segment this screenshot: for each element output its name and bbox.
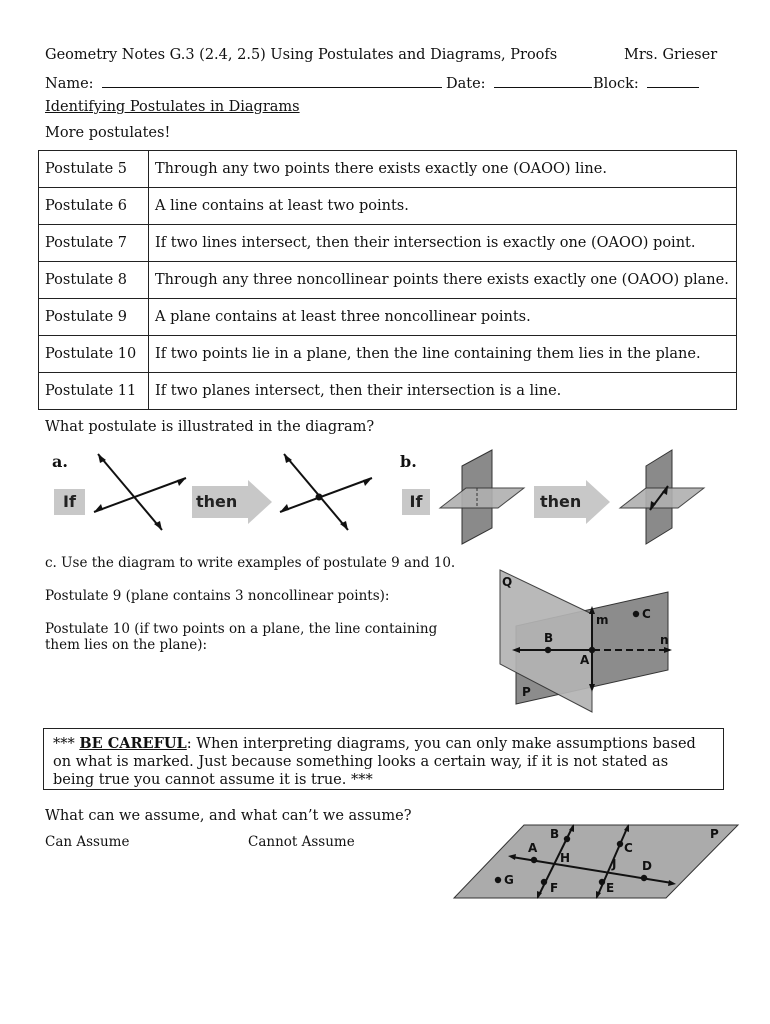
- postulate-text: Through any three noncollinear points there exists exactly one (OAOO) plane.: [149, 262, 737, 299]
- postulate-10-prompt-line1: Postulate 10 (if two points on a plane, the line containing: [45, 621, 438, 637]
- caution-line-2: on what is marked. Just because something looks a certain way, if it is not stated as: [53, 754, 669, 770]
- if-tag: If: [54, 489, 85, 515]
- caution-line-3: being true you cannot assume it is true. ***: [53, 772, 373, 788]
- point-a-label: A: [528, 841, 538, 855]
- caution-heading: BE CAREFUL: [79, 735, 187, 752]
- section-intro: More postulates!: [45, 125, 171, 141]
- postulate-number: Postulate 7: [39, 225, 149, 262]
- diagram-b-label: b.: [400, 452, 417, 471]
- table-row: [39, 188, 737, 225]
- line-n-label: n: [660, 633, 669, 647]
- point-b-label: B: [550, 827, 560, 841]
- plane-q-label: Q: [502, 575, 513, 589]
- table-row: [39, 336, 737, 373]
- can-assume-heading: Can Assume: [45, 834, 130, 850]
- table-row: [39, 373, 737, 410]
- point-c-label: C: [624, 841, 633, 855]
- postulate-number: Postulate 9: [39, 299, 149, 336]
- point-b-label: B: [544, 631, 554, 645]
- table-row: [39, 151, 737, 188]
- point-c-label: C: [642, 607, 651, 621]
- block-line: [593, 73, 699, 92]
- part-c-prompt: c. Use the diagram to write examples of postulate 9 and 10.: [45, 555, 456, 571]
- date-line: [446, 73, 592, 92]
- point-j-label: J: [612, 857, 617, 871]
- postulate-text: If two lines intersect, then their intersection is exactly one (OAOO) point.: [149, 225, 737, 262]
- name-line: [45, 73, 442, 92]
- plane-p-label: P: [710, 827, 719, 841]
- postulates-table: [38, 150, 737, 410]
- table-row: [39, 225, 737, 262]
- postulate-number: Postulate 5: [39, 151, 149, 188]
- postulate-10-prompt-line2: them lies on the plane):: [45, 637, 208, 653]
- planes-p-q-figure: [496, 566, 680, 716]
- teacher-name: Mrs. Grieser: [624, 47, 718, 63]
- worksheet-title: Geometry Notes G.3 (2.4, 2.5) Using Postulates and Diagrams, Proofs: [45, 47, 558, 63]
- intersecting-planes-line-figure: [616, 448, 708, 548]
- postulate-text: A plane contains at least three noncollinear points.: [149, 299, 737, 336]
- postulate-number: Postulate 11: [39, 373, 149, 410]
- postulate-text: Through any two points there exists exactly one (OAOO) line.: [149, 151, 737, 188]
- caution-box: [43, 728, 724, 790]
- then-tag-b: then: [540, 492, 582, 511]
- plane-p-points-figure: [452, 822, 742, 902]
- diagram-question: What postulate is illustrated in the diagram?: [45, 419, 375, 435]
- assume-question: What can we assume, and what can’t we assume?: [45, 808, 412, 824]
- name-blank[interactable]: [102, 73, 442, 88]
- diagram-a-label: a.: [52, 452, 68, 471]
- table-row: [39, 299, 737, 336]
- date-label: Date:: [446, 76, 486, 92]
- line-m-label: m: [596, 613, 609, 627]
- caution-line-1: [53, 735, 723, 753]
- point-f-label: F: [550, 881, 559, 895]
- block-blank[interactable]: [647, 73, 699, 88]
- point-a-label: A: [580, 653, 590, 667]
- point-g-label: G: [504, 873, 514, 887]
- block-label: Block:: [593, 76, 639, 92]
- postulate-text: If two points lie in a plane, then the line containing them lies in the plane.: [149, 336, 737, 373]
- name-label: Name:: [45, 76, 94, 92]
- table-row: [39, 262, 737, 299]
- section-heading: Identifying Postulates in Diagrams: [45, 99, 300, 115]
- cannot-assume-heading: Cannot Assume: [248, 834, 355, 850]
- postulate-text: A line contains at least two points.: [149, 188, 737, 225]
- date-blank[interactable]: [494, 73, 592, 88]
- intersecting-lines-figure: [92, 450, 192, 536]
- point-h-label: H: [560, 851, 571, 865]
- plane-p-label: P: [522, 685, 531, 699]
- intersecting-planes-figure: [436, 448, 528, 548]
- if-tag-b: If: [402, 489, 430, 515]
- then-tag: then: [196, 492, 238, 511]
- intersecting-lines-point-figure: [278, 450, 378, 536]
- postulate-text: If two planes intersect, then their intersection is a line.: [149, 373, 737, 410]
- postulate-number: Postulate 6: [39, 188, 149, 225]
- caution-stars: ***: [53, 736, 75, 752]
- point-d-label: D: [642, 859, 652, 873]
- postulate-number: Postulate 10: [39, 336, 149, 373]
- postulate-9-prompt: Postulate 9 (plane contains 3 noncollinear points):: [45, 588, 390, 604]
- postulate-number: Postulate 8: [39, 262, 149, 299]
- point-e-label: E: [606, 881, 615, 895]
- caution-text-1: : When interpreting diagrams, you can only make assumptions based: [186, 736, 696, 752]
